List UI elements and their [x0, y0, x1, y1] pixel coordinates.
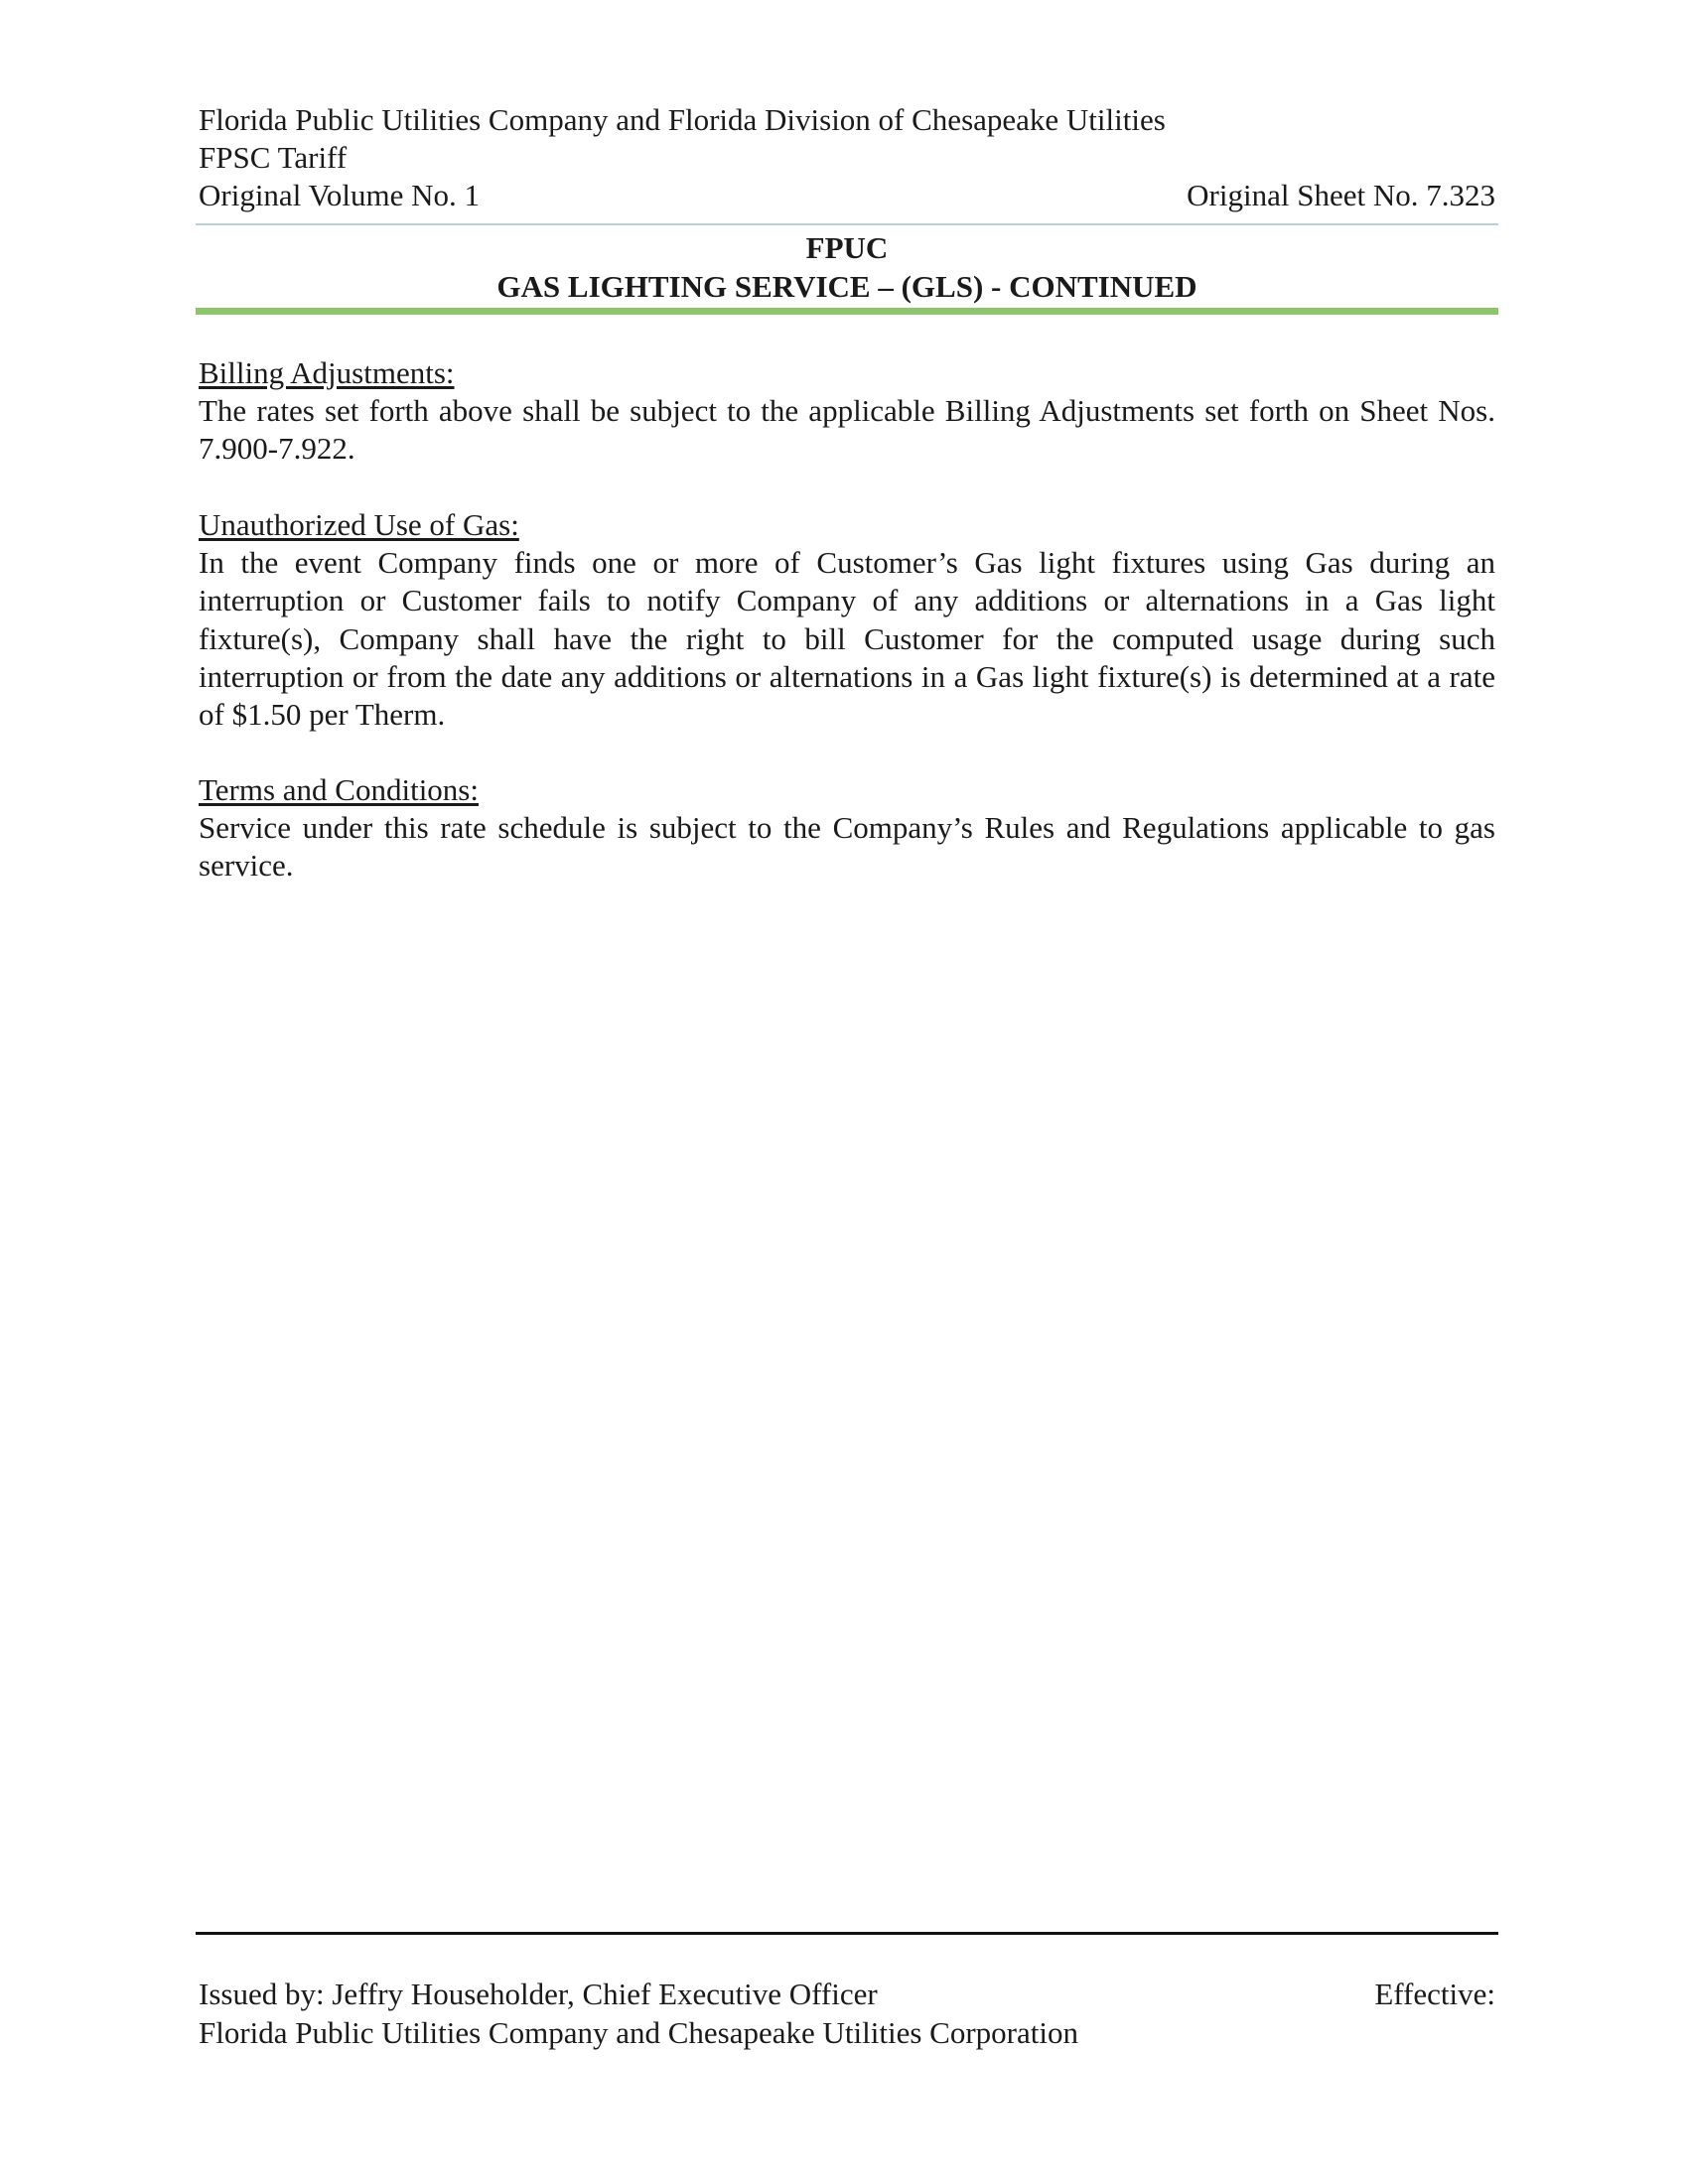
section-text-unauthorized-use: In the event Company finds one or more of Customer’s Gas light fixtures using Gas during an interruption or Customer fails to notify Company of any additions or alternations in a Gas light fixture(s), Company shall have the right to bill Customer for the computed usage during such interruption or from the date any additions or alternations in a Gas light fixture(s) is determined at a rate of $1.50 per Therm.: [199, 545, 1495, 733]
title-divider: [196, 308, 1498, 315]
section-text-terms-and-conditions: Service under this rate schedule is subject to the Company’s Rules and Regulations applicable to gas service.: [199, 810, 1495, 884]
title-company: FPUC: [805, 230, 889, 265]
title-service: GAS LIGHTING SERVICE – (GLS) - CONTINUED: [496, 269, 1197, 304]
section-heading-unauthorized-use: Unauthorized Use of Gas:: [199, 507, 519, 542]
section-heading-billing-adjustments: Billing Adjustments:: [199, 355, 455, 390]
footer-companies: Florida Public Utilities Company and Chesapeake Utilities Corporation: [199, 2015, 1078, 2050]
footer-issued-by: Issued by: Jeffry Householder, Chief Executive Officer: [199, 1977, 878, 2011]
header-divider: [196, 223, 1498, 225]
section-heading-terms-and-conditions: Terms and Conditions:: [199, 772, 479, 807]
footer-divider: [196, 1932, 1498, 1935]
header-sheet-number: Original Sheet No. 7.323: [1187, 178, 1495, 212]
section-text-billing-adjustments: The rates set forth above shall be subject to the applicable Billing Adjustments set forth on Sheet Nos. 7.900-7.922.: [199, 393, 1495, 467]
header-company-line: Florida Public Utilities Company and Florida Division of Chesapeake Utilities: [199, 102, 1166, 137]
tariff-sheet: [199, 0, 1495, 2184]
header-tariff-line: FPSC Tariff: [199, 140, 348, 175]
footer-effective: Effective:: [1374, 1977, 1495, 2011]
header-volume: Original Volume No. 1: [199, 178, 481, 212]
